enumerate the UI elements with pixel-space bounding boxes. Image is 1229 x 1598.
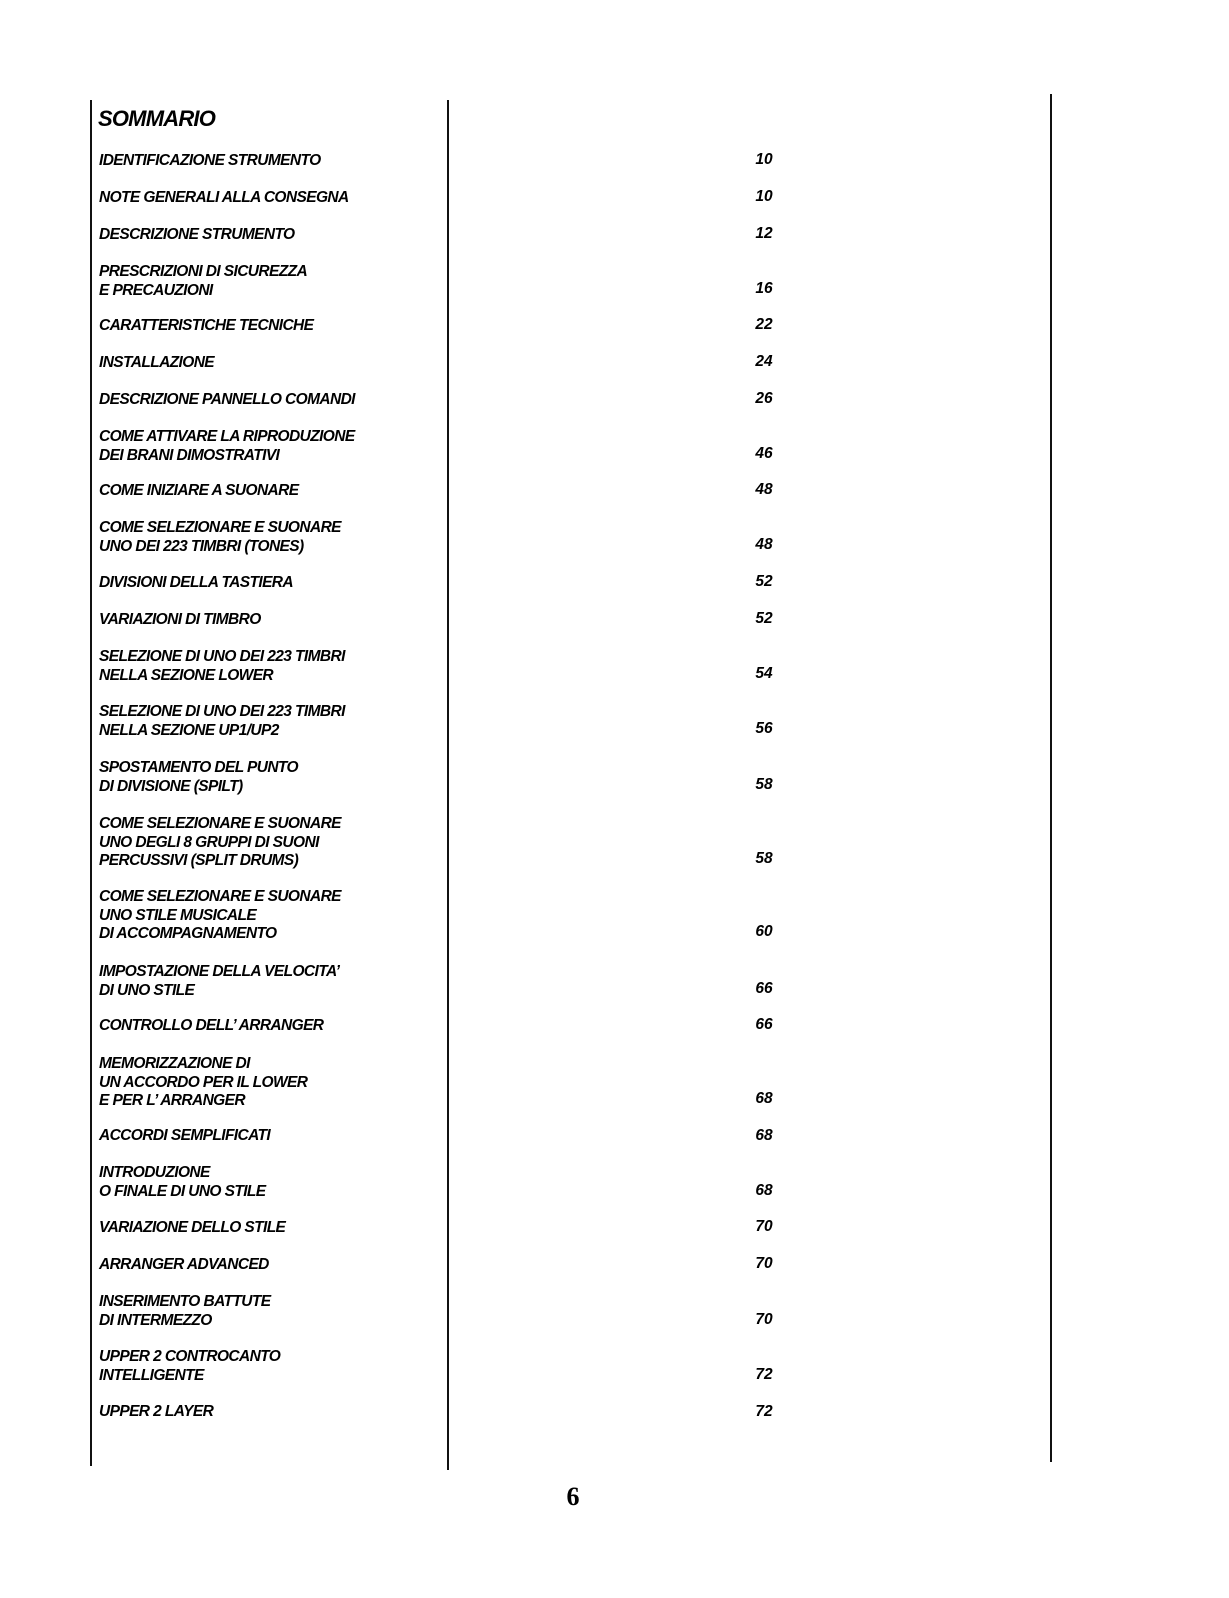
toc-entry-title: INSTALLAZIONE <box>99 354 215 371</box>
toc-entry-page: 10 <box>755 188 773 205</box>
toc-entry-page: 10 <box>755 151 773 168</box>
toc-entry-title: INTRODUZIONE O FINALE DI UNO STILE <box>99 1164 266 1200</box>
toc-entry-page: 66 <box>755 980 773 997</box>
toc-entry-page: 22 <box>755 316 773 333</box>
page-number: 6 <box>566 1482 580 1511</box>
column-rule-left <box>90 100 92 1466</box>
toc-entry-page: 24 <box>755 353 773 370</box>
toc-entry-page: 16 <box>755 280 773 297</box>
toc-entry-title: CARATTERISTICHE TECNICHE <box>99 317 314 334</box>
toc-entry-page: 52 <box>755 573 773 590</box>
toc-entry-title: PRESCRIZIONI DI SICUREZZA E PRECAUZIONI <box>99 263 308 299</box>
toc-entry-page: 58 <box>755 850 773 867</box>
toc-entry-title: COME SELEZIONARE E SUONARE UNO DEI 223 TIMBRI (TONES) <box>99 519 341 555</box>
toc-title: SOMMARIO <box>98 106 216 131</box>
toc-entry-page: 70 <box>755 1255 773 1272</box>
toc-entry-page: 70 <box>755 1311 773 1328</box>
toc-entry-page: 12 <box>755 225 773 242</box>
toc-entry-page: 68 <box>755 1127 773 1144</box>
toc-entry-page: 54 <box>755 665 773 682</box>
toc-entry-page: 52 <box>755 610 773 627</box>
toc-entry-page: 70 <box>755 1218 773 1235</box>
toc-entry-title: SELEZIONE DI UNO DEI 223 TIMBRI NELLA SEZIONE UP1/UP2 <box>99 703 345 739</box>
toc-entry-title: CONTROLLO DELL’ ARRANGER <box>99 1017 324 1034</box>
toc-entry-title: INSERIMENTO BATTUTE DI INTERMEZZO <box>99 1293 271 1329</box>
toc-entry-title: VARIAZIONI DI TIMBRO <box>99 611 261 628</box>
toc-entry-title: UPPER 2 LAYER <box>99 1403 214 1420</box>
toc-entry-title: ACCORDI SEMPLIFICATI <box>99 1127 271 1144</box>
toc-entry-page: 60 <box>755 923 773 940</box>
toc-entry-page: 26 <box>755 390 773 407</box>
toc-entry-title: IDENTIFICAZIONE STRUMENTO <box>99 152 321 169</box>
toc-entry-page: 68 <box>755 1182 773 1199</box>
toc-entry-title: SELEZIONE DI UNO DEI 223 TIMBRI NELLA SEZIONE LOWER <box>99 648 345 684</box>
toc-entry-page: 66 <box>755 1016 773 1033</box>
toc-entry-page: 68 <box>755 1090 773 1107</box>
toc-entry-title: MEMORIZZAZIONE DI UN ACCORDO PER IL LOWER E PER L’ ARRANGER <box>99 1055 308 1109</box>
column-rule-middle <box>447 100 449 1470</box>
toc-entry-title: DIVISIONI DELLA TASTIERA <box>99 574 293 591</box>
toc-entry-page: 58 <box>755 776 773 793</box>
toc-entry-title: COME SELEZIONARE E SUONARE UNO DEGLI 8 GRUPPI DI SUONI PERCUSSIVI (SPLIT DRUMS) <box>99 815 341 869</box>
toc-entry-title: DESCRIZIONE PANNELLO COMANDI <box>99 391 355 408</box>
toc-entry-page: 72 <box>755 1366 773 1383</box>
toc-entry-title: NOTE GENERALI ALLA CONSEGNA <box>99 189 349 206</box>
toc-entry-title: COME SELEZIONARE E SUONARE UNO STILE MUSICALE DI ACCOMPAGNAMENTO <box>99 888 341 942</box>
toc-entry-title: ARRANGER ADVANCED <box>99 1256 269 1273</box>
toc-entry-title: SPOSTAMENTO DEL PUNTO DI DIVISIONE (SPILT) <box>99 759 298 795</box>
column-rule-right <box>1050 94 1052 1462</box>
toc-entry-page: 48 <box>755 481 773 498</box>
toc-entry-page: 48 <box>755 536 773 553</box>
toc-entry-page: 56 <box>755 720 773 737</box>
toc-entry-page: 72 <box>755 1403 773 1420</box>
toc-entry-title: VARIAZIONE DELLO STILE <box>99 1219 286 1236</box>
toc-entry-title: IMPOSTAZIONE DELLA VELOCITA’ DI UNO STILE <box>99 963 340 999</box>
toc-entry-page: 46 <box>755 445 773 462</box>
toc-entry-title: COME INIZIARE A SUONARE <box>99 482 299 499</box>
toc-entry-title: UPPER 2 CONTROCANTO INTELLIGENTE <box>99 1348 281 1384</box>
toc-entry-title: COME ATTIVARE LA RIPRODUZIONE DEI BRANI DIMOSTRATIVI <box>99 428 355 464</box>
toc-entry-title: DESCRIZIONE STRUMENTO <box>99 226 295 243</box>
